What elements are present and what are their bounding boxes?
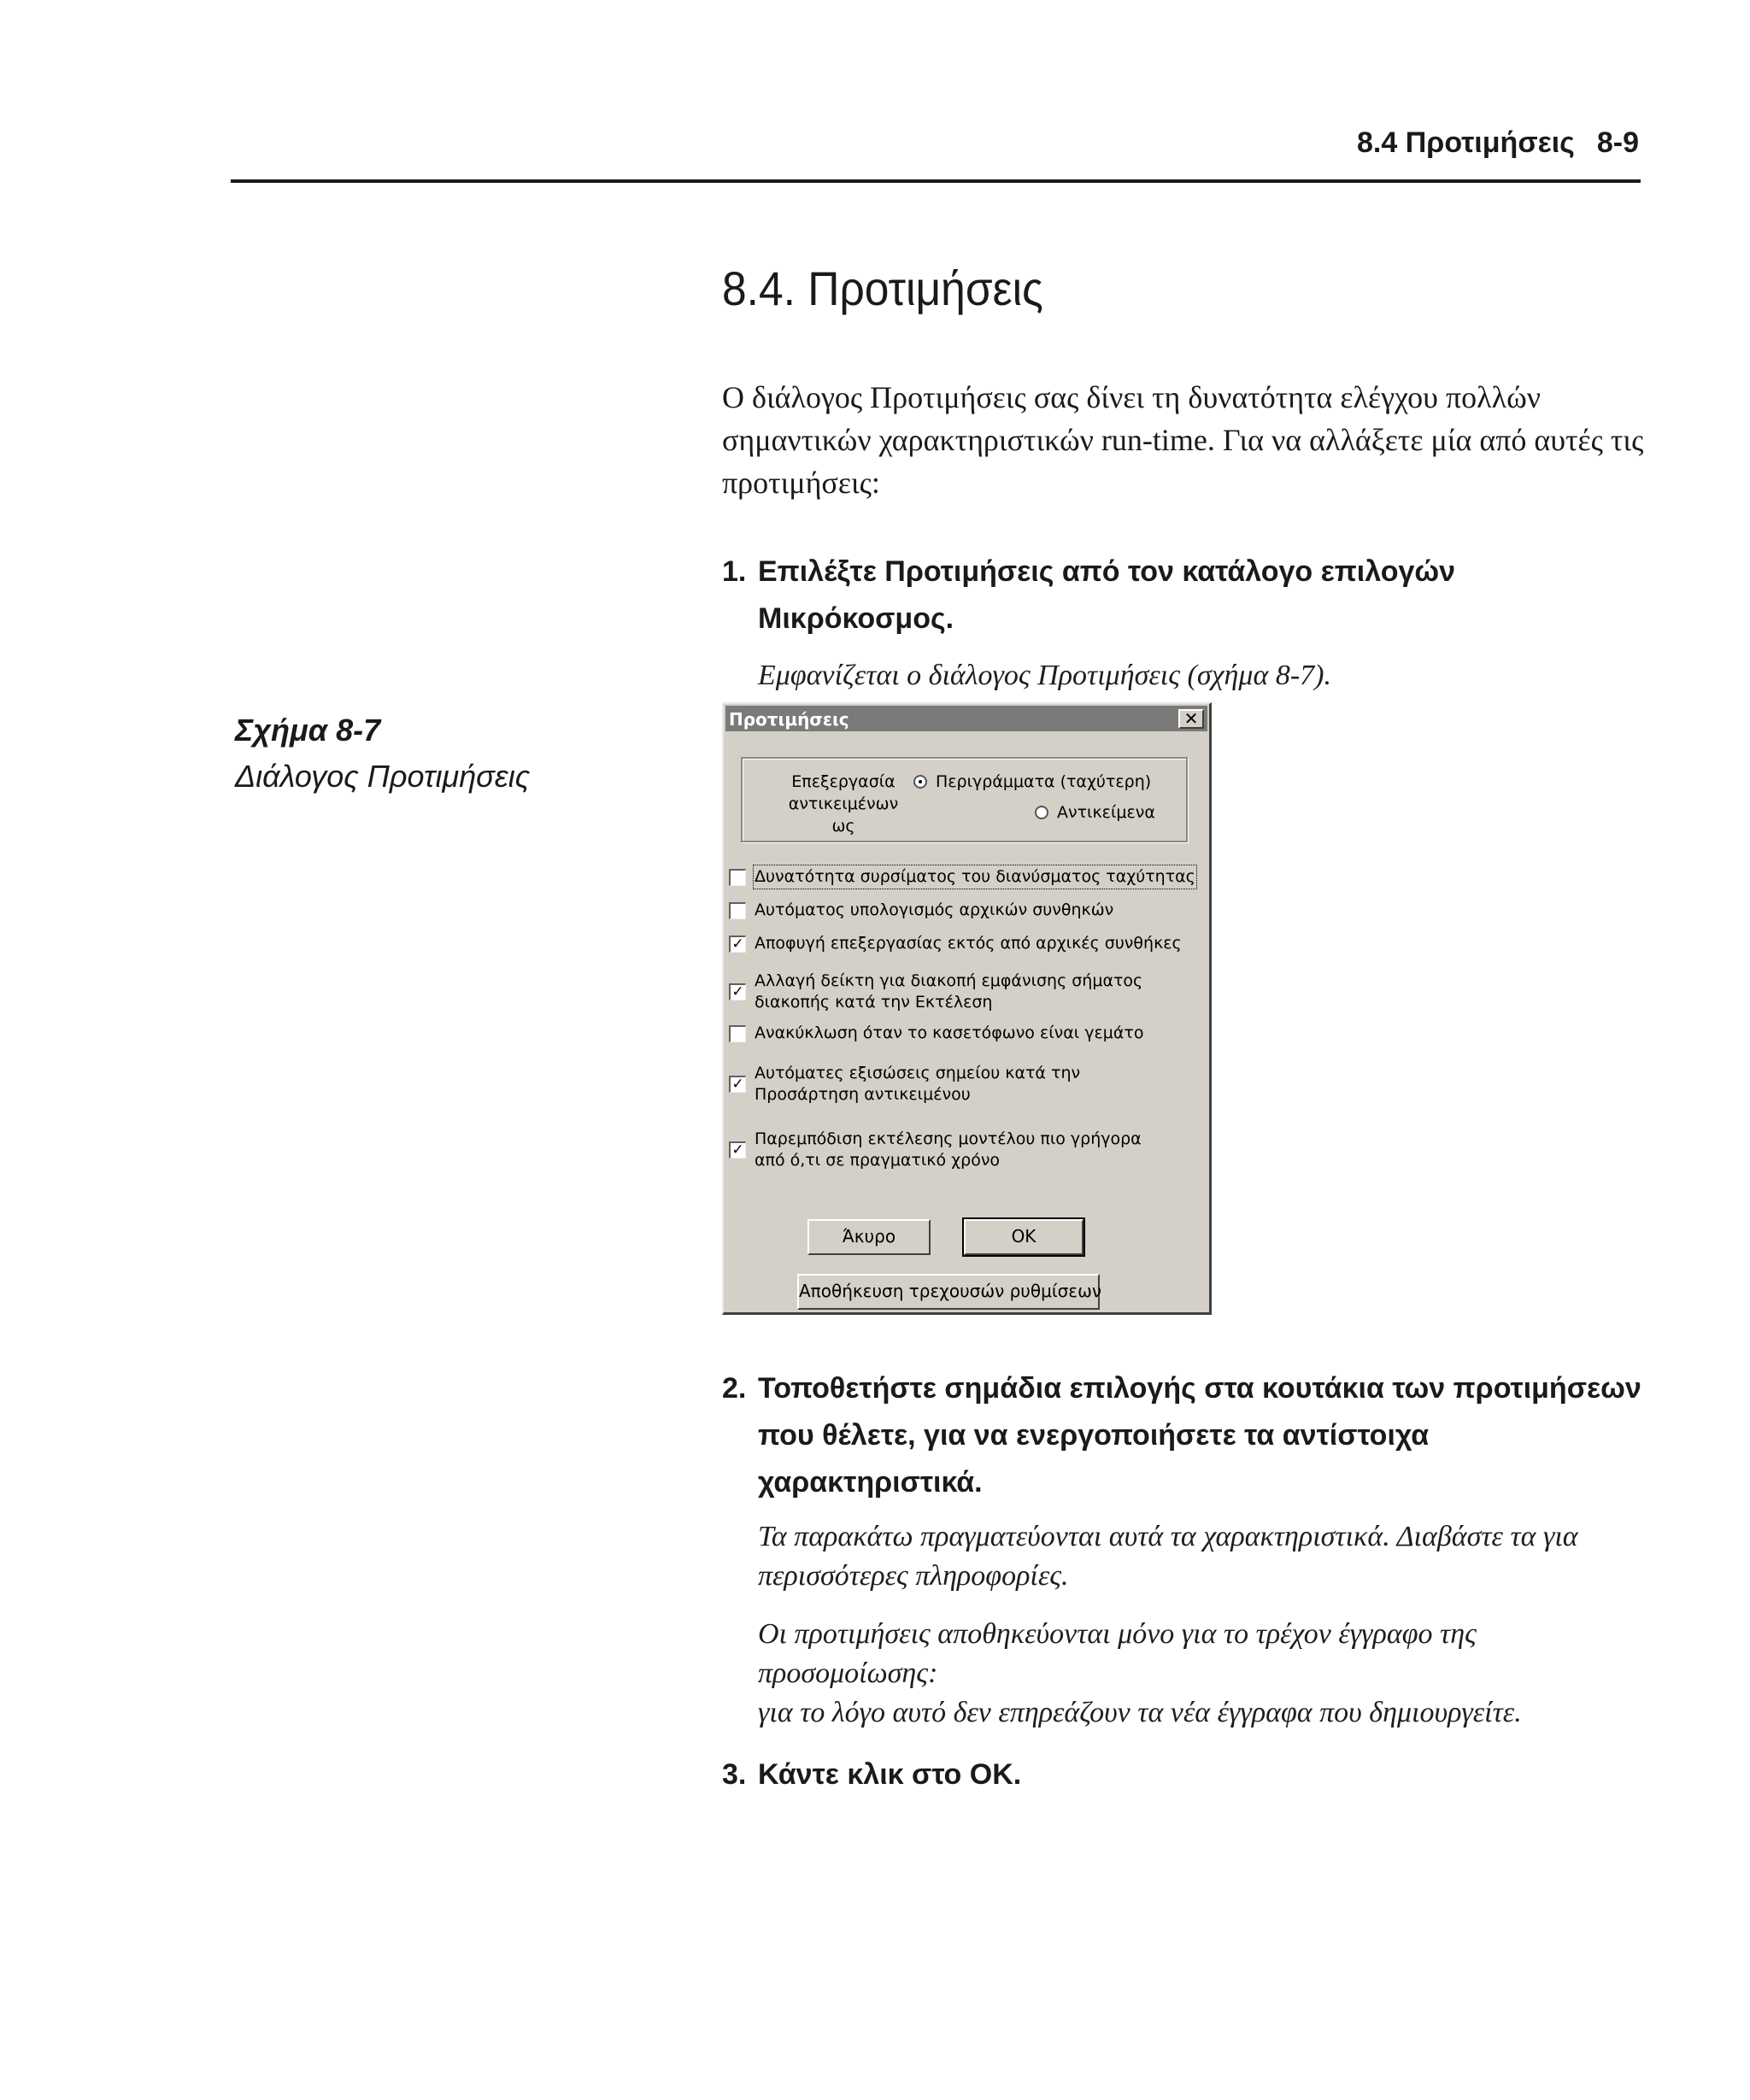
checkbox-label: Αυτόματος υπολογισμός αρχικών συνθηκών bbox=[755, 900, 1114, 919]
note-line: Οι προτιμήσεις αποθηκεύονται μόνο για το τρέχον έγγραφο της προσομοίωσης: bbox=[758, 1618, 1477, 1689]
checkbox-row[interactable] bbox=[729, 971, 1207, 1013]
radio-outlines-label: Περιγράμματα (ταχύτερη) bbox=[936, 772, 1152, 791]
step-2 bbox=[722, 1365, 1653, 1506]
step-3 bbox=[722, 1751, 1653, 1798]
intro-paragraph: Ο διάλογος Προτιμήσεις σας δίνει τη δυνατότητα ελέγχου πολλών σημαντικών χαρακτηριστικών run-time. Για να αλλάξετε μία από αυτές τις προτιμήσεις: bbox=[722, 380, 1644, 500]
preferences-dialog bbox=[722, 702, 1212, 1315]
checkbox[interactable] bbox=[729, 869, 746, 886]
radio-objects[interactable] bbox=[1035, 803, 1155, 822]
checkbox[interactable] bbox=[729, 983, 746, 1000]
step-1 bbox=[722, 548, 1653, 642]
checkbox-label: Ανακύκλωση όταν το κασετόφωνο είναι γεμάτο bbox=[755, 1024, 1144, 1042]
dialog-titlebar bbox=[725, 706, 1207, 731]
dialog-title: Προτιμήσεις bbox=[729, 709, 849, 730]
group-label: Επεξεργασία αντικειμένων ως bbox=[788, 772, 899, 836]
step-number: 3. bbox=[722, 1758, 747, 1791]
checkbox[interactable] bbox=[729, 1025, 746, 1042]
running-header bbox=[1357, 126, 1639, 160]
checkbox-row[interactable] bbox=[729, 900, 1207, 921]
step-text: Τοποθετήστε σημάδια επιλογής στα κουτάκια των προτιμήσεων που θέλετε, για να ενεργοποιήσετε τα αντίστοιχα χαρακτηριστικά. bbox=[758, 1372, 1641, 1499]
step-number: 1. bbox=[722, 555, 747, 588]
step-2-note-storage bbox=[758, 1615, 1651, 1733]
header-page-number: 8-9 bbox=[1596, 126, 1639, 159]
ok-button[interactable]: OK bbox=[964, 1219, 1083, 1255]
checkbox[interactable] bbox=[729, 936, 746, 953]
checkbox[interactable] bbox=[729, 1141, 746, 1159]
checkbox-row[interactable] bbox=[729, 1063, 1207, 1106]
cancel-button[interactable]: Άκυρο bbox=[807, 1219, 931, 1255]
checkbox-row[interactable] bbox=[729, 933, 1207, 954]
save-settings-button[interactable]: Αποθήκευση τρεχουσών ρυθμίσεων bbox=[797, 1274, 1100, 1310]
figure-caption bbox=[235, 707, 530, 800]
section-title: 8.4. Προτιμήσεις bbox=[722, 261, 1043, 315]
header-section: 8.4 Προτιμήσεις bbox=[1357, 126, 1575, 159]
checkbox-row[interactable] bbox=[729, 1023, 1207, 1044]
checkbox-row[interactable] bbox=[729, 866, 1207, 888]
note-line: για το λόγο αυτό δεν επηρεάζουν τα νέα έγγραφα που δημιουργείτε. bbox=[758, 1697, 1522, 1728]
checkbox-label: Παρεμπόδιση εκτέλεσης μοντέλου πιο γρήγορα από ό,τι σε πραγματικό χρόνο bbox=[755, 1129, 1142, 1170]
radio-unselected-icon bbox=[1035, 806, 1048, 819]
close-icon[interactable]: ✕ bbox=[1178, 709, 1204, 729]
checkbox[interactable] bbox=[729, 1076, 746, 1093]
edit-objects-group bbox=[741, 757, 1188, 842]
checkbox[interactable] bbox=[729, 902, 746, 919]
checkbox-label: Αυτόματες εξισώσεις σημείου κατά την Προσάρτηση αντικειμένου bbox=[755, 1064, 1081, 1104]
checkbox-label: Αλλαγή δείκτη για διακοπή εμφάνισης σήματος διακοπής κατά την Εκτέλεση bbox=[755, 971, 1143, 1012]
checkbox-label: Αποφυγή επεξεργασίας εκτός από αρχικές συνθήκες bbox=[755, 934, 1182, 953]
check-icon: ✓ bbox=[731, 1141, 744, 1159]
check-icon: ✓ bbox=[731, 983, 744, 1000]
radio-selected-icon bbox=[913, 775, 927, 789]
header-rule bbox=[231, 179, 1641, 183]
step-2-note: Τα παρακάτω πραγματεύονται αυτά τα χαρακτηριστικά. Διαβάστε τα για περισσότερες πληροφορίες. bbox=[758, 1521, 1578, 1592]
figure-title: Διάλογος Προτιμήσεις bbox=[235, 759, 531, 794]
checkbox-row[interactable] bbox=[729, 1129, 1207, 1171]
check-icon: ✓ bbox=[731, 935, 744, 953]
checkbox-label: Δυνατότητα συρσίματος του διανύσματος ταχύτητας bbox=[755, 867, 1195, 886]
figure-number: Σχήμα 8-7 bbox=[235, 713, 381, 748]
step-text: Επιλέξτε Προτιμήσεις από τον κατάλογο επιλογών Μικρόκοσμος. bbox=[758, 555, 1456, 635]
radio-objects-label: Αντικείμενα bbox=[1057, 803, 1155, 822]
radio-outlines[interactable] bbox=[913, 772, 1151, 791]
step-text: Κάντε κλικ στο OK. bbox=[758, 1758, 1022, 1791]
step-1-note: Εμφανίζεται ο διάλογος Προτιμήσεις (σχήμα 8-7). bbox=[758, 660, 1331, 691]
step-number: 2. bbox=[722, 1372, 747, 1405]
check-icon: ✓ bbox=[731, 1076, 744, 1093]
